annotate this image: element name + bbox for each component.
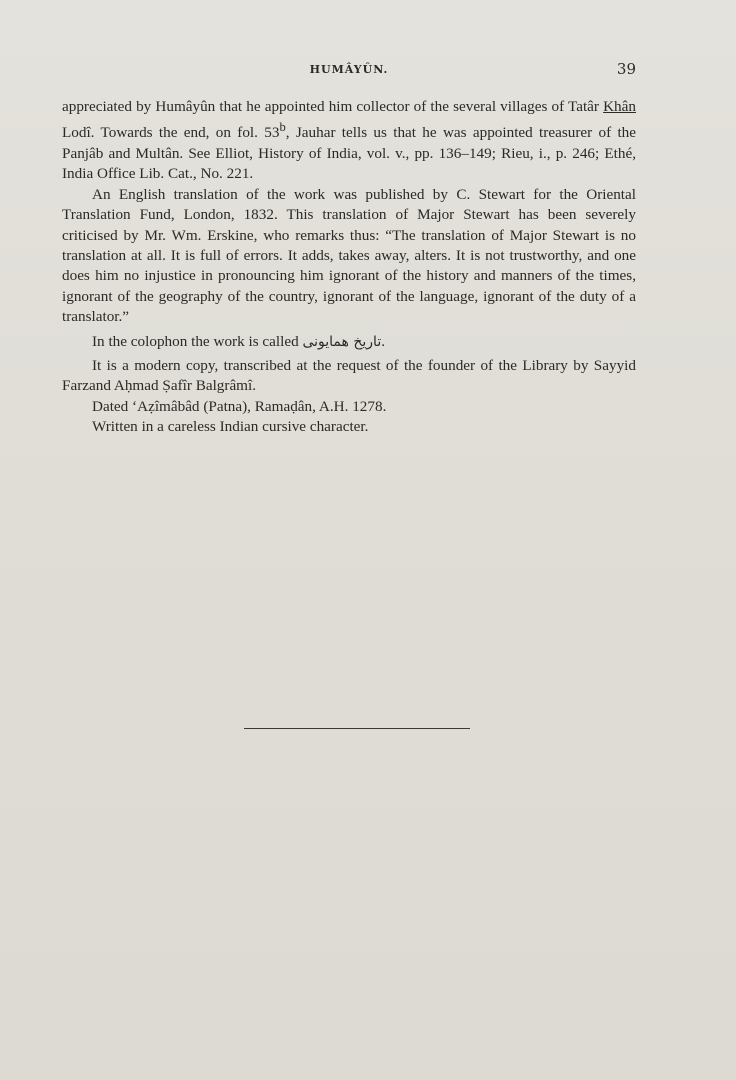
paragraph-5: Dated ‘Aẓîmâbâd (Patna), Ramaḍân, A.H. 1278. bbox=[92, 397, 387, 415]
running-head bbox=[62, 60, 636, 80]
paragraph-1-text-a: appreciated by Humâyûn that he appointed him collector of the several villages of Tatâr bbox=[62, 98, 604, 115]
paragraph-3 bbox=[62, 332, 636, 352]
page-number: 39 bbox=[616, 60, 636, 78]
khan-underlined: Khân bbox=[603, 98, 636, 115]
paragraph-4: It is a modern copy, transcribed at the request of the founder of the Library by Sayyid Farzand Aḥmad Ṣafîr Balgrâmî. bbox=[62, 356, 636, 395]
paragraph-3-text-b: . bbox=[381, 332, 386, 350]
paragraph-1 bbox=[62, 97, 636, 185]
paragraph-1-text-c: , Jauhar tells us that he was appointed treasurer of the Panjâb and Multân. See Elliot, History of India, vol. v., pp. 136–149; Rieu, i., p. 246; Ethé, India Office Lib. Cat., No. 221. bbox=[62, 124, 636, 183]
paragraph-3-text-a: In the colophon the work is called bbox=[92, 332, 303, 350]
paragraph-6: Written in a careless Indian cursive character. bbox=[92, 418, 369, 436]
arabic-title: تاریخ همایونی bbox=[302, 333, 382, 350]
paragraph-1-text-b: Lodî. Towards the end, on fol. 53 bbox=[62, 124, 280, 142]
body-text bbox=[62, 97, 636, 438]
running-title: HUMÂYÛN. bbox=[309, 63, 389, 76]
paragraph-2: An English translation of the work was published by C. Stewart for the Oriental Translation Fund, London, 1832. This translation of Major Stewart has been severely criticised by Mr. Wm. Erskine, who remarks thus: “The translation of Major Stewart is no translation at all. It is full of errors. It adds, takes away, alters. It is not trustworthy, and one does him no injustice in pronouncing him ignorant of the history and manners of the times, ignorant of the geography of the country, ignorant of the language, ignorant of the duty of a translator.” bbox=[62, 185, 636, 326]
folio-superscript: b bbox=[279, 120, 286, 135]
end-rule bbox=[244, 728, 470, 729]
